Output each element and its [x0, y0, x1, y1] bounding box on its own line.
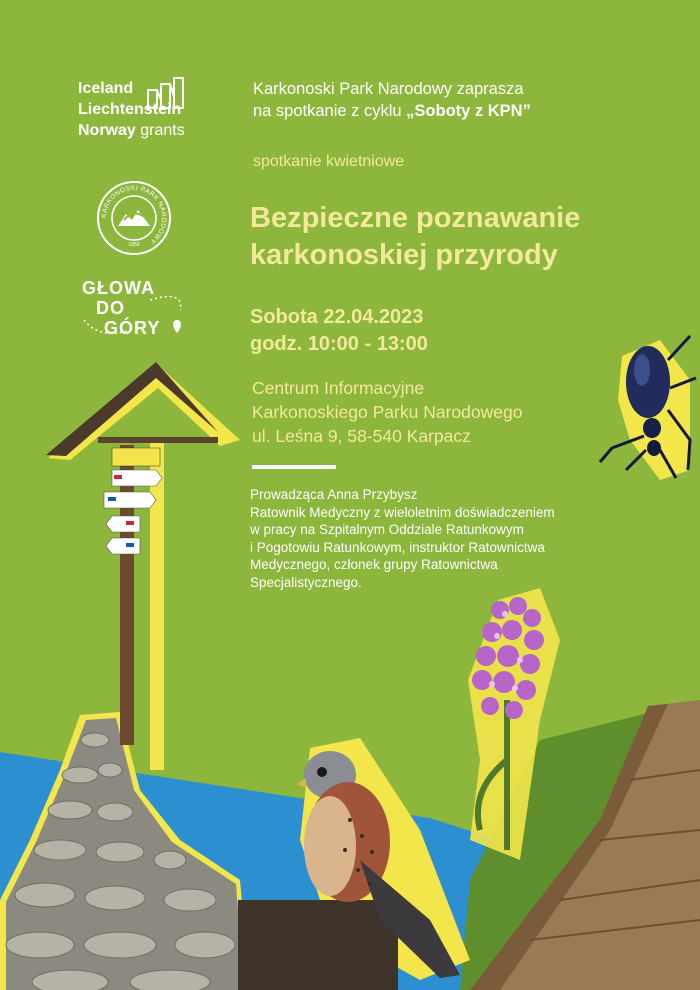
- event-time: godz. 10:00 - 13:00: [250, 333, 428, 355]
- location-pin-icon: [173, 320, 181, 333]
- signpost-image: [46, 362, 240, 770]
- host-line: i Pogotowiu Ratunkowym, instruktor Ratownictwa: [250, 539, 545, 555]
- location-address: ul. Leśna 9, 58-540 Karpacz: [252, 426, 471, 446]
- host-line: Medycznego, członek grupy Ratownictwa: [250, 557, 498, 572]
- intro-text: [253, 78, 531, 122]
- eea-norway: Norway: [78, 122, 136, 139]
- event-datetime: [250, 304, 428, 358]
- location-line1: Centrum Informacyjne: [252, 378, 425, 398]
- eea-iceland: Iceland: [78, 80, 134, 97]
- kpn-park-emblem-icon: [96, 180, 172, 256]
- eea-liechtenstein: Liechtenstein: [78, 101, 182, 118]
- host-line: Specjalistycznego.: [250, 574, 362, 590]
- event-location: [252, 376, 522, 448]
- host-line: Ratownik Medyczny z wieloletnim doświadczeniem: [250, 504, 555, 520]
- kpn-year: 1959: [128, 242, 140, 248]
- intro-line2-prefix: na spotkanie z cyklu: [253, 102, 407, 120]
- event-date: Sobota 22.04.2023: [250, 306, 424, 328]
- glowa-line1: GŁOWA: [82, 278, 155, 298]
- kpn-ring-text: KARKONOSKI PARK NARODOWY: [100, 184, 168, 246]
- host-bio: [250, 486, 630, 591]
- host-line: Prowadząca Anna Przybysz: [250, 487, 418, 502]
- eea-grants: grants: [140, 122, 185, 139]
- host-line: w pracy na Szpitalnym Oddziale Ratunkowym: [250, 522, 524, 537]
- title-line2: karkonoskiej przyrody: [250, 239, 558, 271]
- event-kind: spotkanie kwietniowe: [253, 153, 405, 170]
- beetle-image: [600, 336, 696, 480]
- glowa-line3: GÓRY: [104, 318, 161, 338]
- divider-line: [252, 465, 336, 469]
- series-name: „Soboty z KPN”: [406, 102, 531, 120]
- intro-line1: Karkonoski Park Narodowy zaprasza: [253, 80, 524, 98]
- eea-grants-mark-icon: [146, 76, 194, 112]
- title-line1: Bezpieczne poznawanie: [250, 202, 581, 234]
- location-line2: Karkonoskiego Parku Narodowego: [252, 402, 523, 422]
- tree-stump: [238, 900, 398, 990]
- glowa-dotted-trail-icon: [80, 290, 190, 340]
- glowa-line2: DO: [96, 298, 125, 318]
- event-title: [250, 200, 580, 274]
- svg-text:KARKONOSKI PARK NARODOWY: [101, 185, 167, 245]
